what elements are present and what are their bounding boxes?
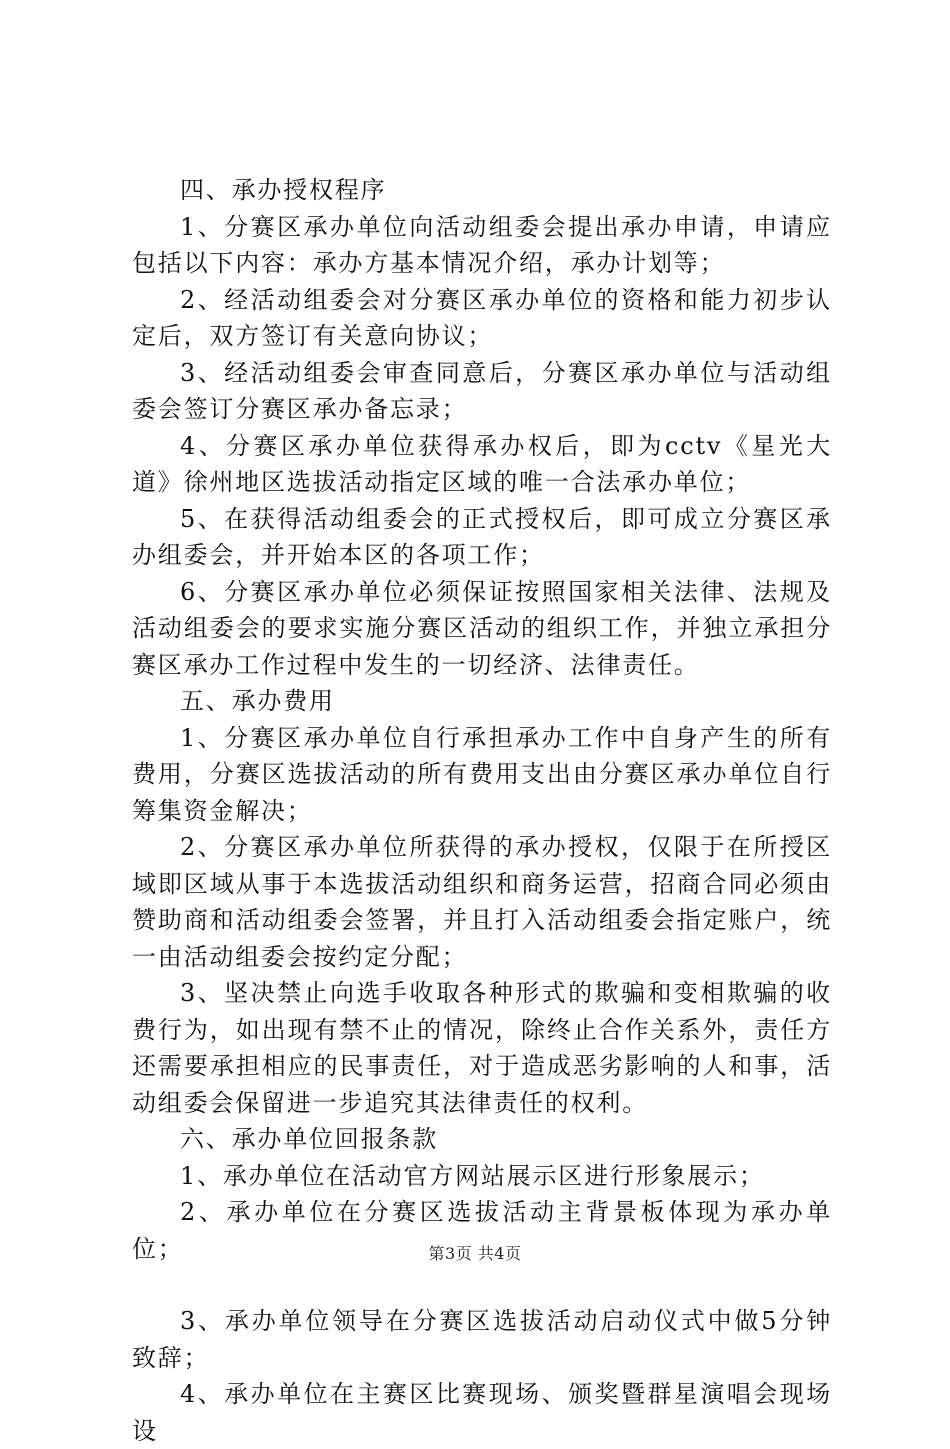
paragraph-authorization-2: 2、经活动组委会对分赛区承办单位的资格和能力初步认定后，双方签订有关意向协议； bbox=[132, 285, 832, 350]
section-heading-rewards: 六、承办单位回报条款 bbox=[180, 1125, 438, 1153]
paragraph-authorization-5: 5、在获得活动组委会的正式授权后，即可成立分赛区承办组委会，并开始本区的各项工作； bbox=[132, 504, 832, 569]
paragraph-rewards-1: 1、承办单位在活动官方网站展示区进行形象展示； bbox=[180, 1161, 765, 1190]
paragraph-rewards-4: 4、承办单位在主赛区比赛现场、颁奖暨群星演唱会现场设 bbox=[132, 1380, 832, 1445]
section-heading-authorization: 四、承办授权程序 bbox=[180, 176, 387, 204]
section-heading-fees: 五、承办费用 bbox=[180, 687, 335, 715]
paragraph-rewards-2: 2、承办单位在分赛区选拔活动主背景板体现为承办单位； bbox=[132, 1198, 832, 1263]
paragraph-fees-3: 3、坚决禁止向选手收取各种形式的欺骗和变相欺骗的收费行为，如出现有禁不止的情况，除终止合作关系外，责任方还需要承担相应的民事责任，对于造成恶劣影响的人和事，活动组委会保留进一步追究其法律责任的权利。 bbox=[132, 979, 832, 1117]
paragraph-authorization-3: 3、经活动组委会审查同意后，分赛区承办单位与活动组委会签订分赛区承办备忘录； bbox=[132, 358, 832, 423]
paragraph-rewards-3: 3、承办单位领导在分赛区选拔活动启动仪式中做5分钟致辞； bbox=[132, 1307, 832, 1372]
paragraph-authorization-6: 6、分赛区承办单位必须保证按照国家相关法律、法规及活动组委会的要求实施分赛区活动的组织工作，并独立承担分赛区承办工作过程中发生的一切经济、法律责任。 bbox=[132, 577, 832, 679]
paragraph-fees-2: 2、分赛区承办单位所获得的承办授权，仅限于在所授区域即区域从事于本选拔活动组织和商务运营，招商合同必须由赞助商和活动组委会签署，并且打入活动组委会指定账户，统一由活动组委会按约定分配； bbox=[132, 833, 832, 971]
paragraph-fees-1: 1、分赛区承办单位自行承担承办工作中自身产生的所有费用，分赛区选拔活动的所有费用支出由分赛区承办单位自行筹集资金解决； bbox=[132, 723, 832, 825]
page-number-footer: 第3页 共4页 bbox=[428, 1244, 522, 1263]
blank-line bbox=[132, 1267, 832, 1303]
paragraph-authorization-1: 1、分赛区承办单位向活动组委会提出承办申请，申请应包括以下内容：承办方基本情况介绍，承办计划等； bbox=[132, 212, 832, 277]
paragraph-authorization-4: 4、分赛区承办单位获得承办权后，即为cctv《星光大道》徐州地区选拔活动指定区域的唯一合法承办单位； bbox=[132, 431, 832, 496]
